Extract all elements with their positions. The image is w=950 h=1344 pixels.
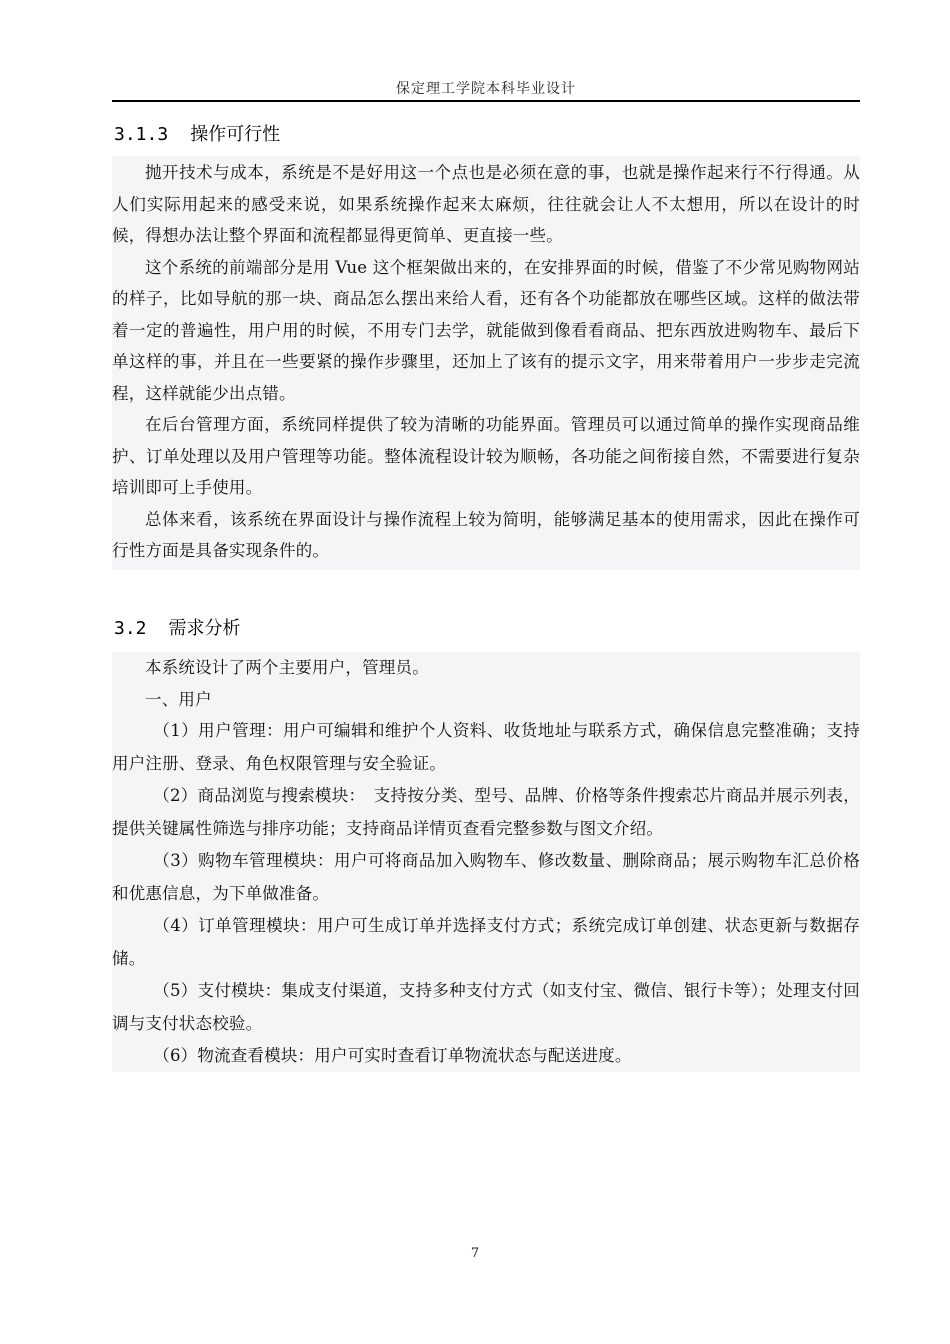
requirement-item: （1）用户管理：用户可编辑和维护个人资料、收货地址与联系方式，确保信息完整准确；支持用户注册、登录、角色权限管理与安全验证。 <box>112 721 860 773</box>
section-3-1-3-body <box>112 157 860 567</box>
header-divider <box>112 100 860 102</box>
page-number: 7 <box>470 1246 480 1261</box>
paragraph: 这个系统的前端部分是用 Vue 这个框架做出来的，在安排界面的时候，借鉴了不少常见购物网站的样子，比如导航的那一块、商品怎么摆出来给人看，还有各个功能都放在哪些区域。这样的做法带着一定的普遍性，用户用的时候，不用专门去学，就能做到像看看商品、把东西放进购物车、最后下单这样的事，并且在一些要紧的操作步骤里，还加上了该有的提示文字，用来带着用户一步步走完流程，这样就能少出点错。 <box>112 257 860 403</box>
section-heading-3-2 <box>114 614 241 640</box>
requirement-item: （5）支付模块：集成支付渠道，支持多种支付方式（如支付宝、微信、银行卡等）；处理支付回调与支付状态校验。 <box>112 981 860 1033</box>
paragraph: 抛开技术与成本，系统是不是好用这一个点也是必须在意的事，也就是操作起来行不行得通。从人们实际用起来的感受来说，如果系统操作起来太麻烦，往往就会让人不太想用，所以在设计的时候，得想办法让整个界面和流程都显得更简单、更直接一些。 <box>112 163 860 245</box>
paragraph: 总体来看，该系统在界面设计与操作流程上较为简明，能够满足基本的使用需求，因此在操作可行性方面是具备实现条件的。 <box>112 509 860 560</box>
section-heading-3-1-3 <box>114 120 280 146</box>
requirement-item: （3）购物车管理模块：用户可将商品加入购物车、修改数量、删除商品；展示购物车汇总价格和优惠信息，为下单做准备。 <box>112 851 860 903</box>
section-title: 操作可行性 <box>190 124 281 145</box>
requirement-item: （2）商品浏览与搜索模块： 支持按分类、型号、品牌、价格等条件搜索芯片商品并展示列表，提供关键属性筛选与排序功能；支持商品详情页查看完整参数与图文介绍。 <box>112 786 860 838</box>
section-3-2-body <box>112 652 860 1073</box>
section-number: 3.1.3 <box>114 124 169 145</box>
requirement-item: （6）物流查看模块：用户可实时查看订单物流状态与配送进度。 <box>153 1046 632 1065</box>
intro-paragraph: 本系统设计了两个主要用户，管理员。 <box>145 658 429 677</box>
paragraph: 在后台管理方面，系统同样提供了较为清晰的功能界面。管理员可以通过简单的操作实现商品维护、订单处理以及用户管理等功能。整体流程设计较为顺畅，各功能之间衔接自然，不需要进行复杂培训即可上手使用。 <box>112 415 860 497</box>
requirement-item: （4）订单管理模块：用户可生成订单并选择支付方式；系统完成订单创建、状态更新与数据存储。 <box>112 916 860 968</box>
section-title: 需求分析 <box>168 618 241 639</box>
running-header: 保定理工学院本科毕业设计 <box>396 81 576 97</box>
section-number: 3.2 <box>114 618 147 639</box>
subheading-users: 一、用户 <box>145 689 212 709</box>
